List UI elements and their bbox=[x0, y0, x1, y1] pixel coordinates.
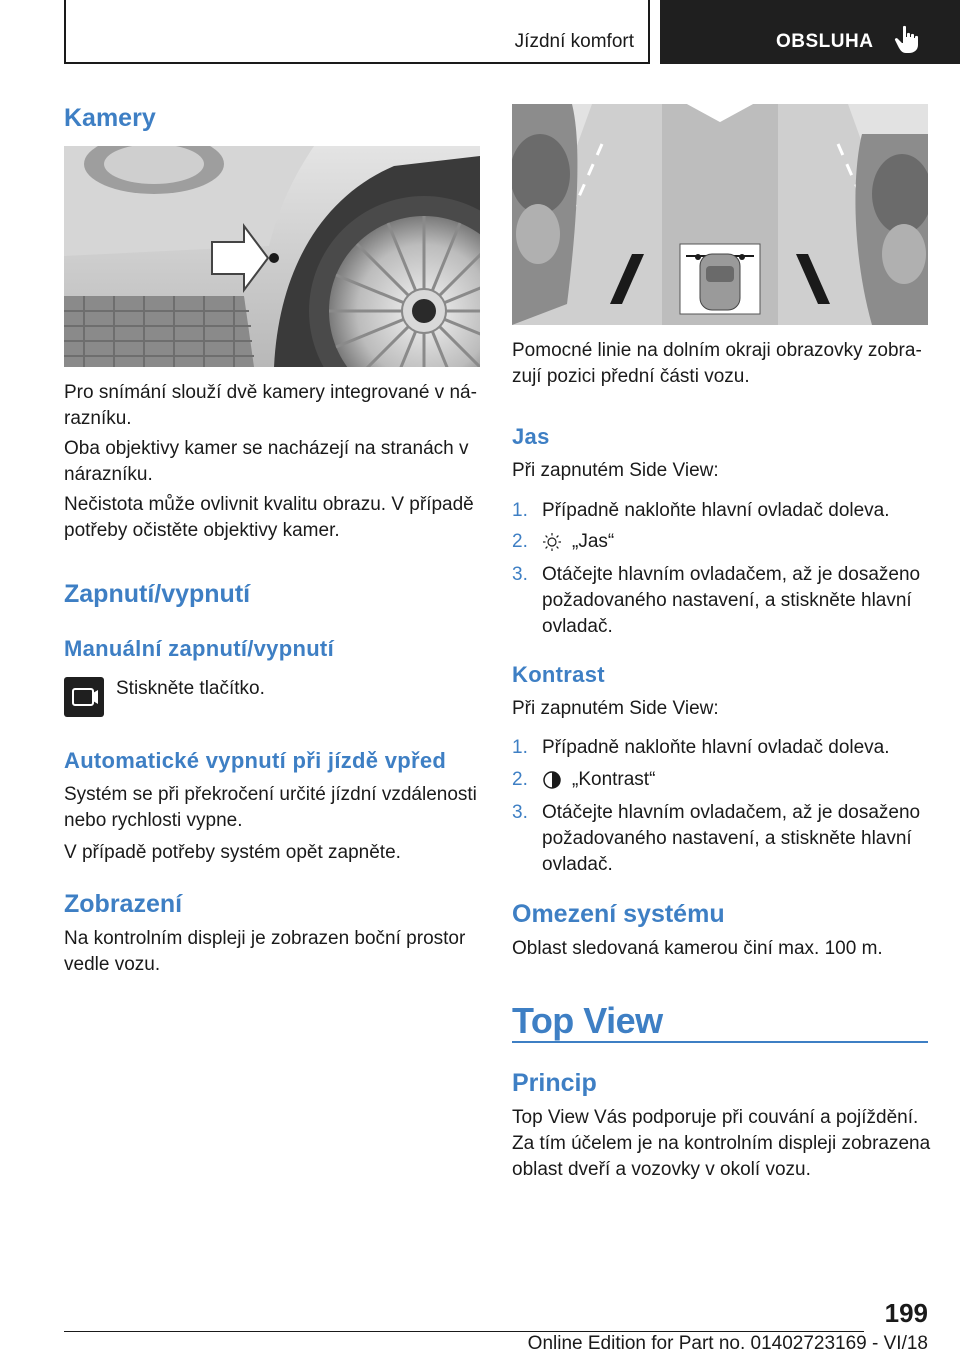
page-number: 199 bbox=[884, 1298, 928, 1328]
step-text: Otáčejte hlavním ovladačem, až je dosaženo požadovaného nastavení, a stiskněte hlavní ovladač. bbox=[542, 802, 921, 875]
step-number: 3. bbox=[512, 564, 528, 585]
step-text: „Jas“ bbox=[572, 531, 615, 552]
side-view-display-image bbox=[512, 104, 928, 325]
step-number: 3. bbox=[512, 802, 528, 823]
cameras-paragraph-1: Pro snímání slouží dvě kamery integrované v nárazníku. bbox=[64, 382, 477, 429]
subsection-title-manual: Manuální zapnutí/vypnutí bbox=[64, 636, 334, 661]
subsection-title-brightness: Jas bbox=[512, 424, 550, 449]
header-section-box bbox=[64, 0, 650, 64]
section-title-on-off: Zapnutí/vypnutí bbox=[64, 580, 251, 608]
step-number: 1. bbox=[512, 500, 528, 521]
step-number: 1. bbox=[512, 737, 528, 758]
section-title-display: Zobrazení bbox=[64, 890, 183, 918]
hand-pointer-icon bbox=[894, 25, 920, 55]
step-number: 2. bbox=[512, 769, 528, 790]
contrast-intro: Při zapnutém Side View: bbox=[512, 698, 719, 719]
cameras-paragraph-2: Oba objektivy kamer se nacházejí na stranách v nárazníku. bbox=[64, 438, 469, 485]
contrast-icon bbox=[542, 770, 562, 790]
header-chapter-title: OBSLUHA bbox=[776, 31, 874, 52]
subsection-title-contrast: Kontrast bbox=[512, 662, 605, 687]
footer-edition: Online Edition for Part no. 01402723169 - VI/18 bbox=[527, 1333, 928, 1354]
section-title-cameras: Kamery bbox=[64, 104, 156, 132]
limits-paragraph: Oblast sledovaná kamerou činí max. 100 m. bbox=[512, 938, 883, 959]
image-caption: Pomocné linie na dolním okraji obrazovky zobrazují pozici přední části vozu. bbox=[512, 340, 922, 387]
auto-off-paragraph-1: Systém se při překročení určité jízdní vzdálenosti nebo rychlosti vypne. bbox=[64, 784, 477, 831]
step-text: Otáčejte hlavním ovladačem, až je dosaženo požadovaného nastavení, a stiskněte hlavní ovladač. bbox=[542, 564, 921, 637]
footer-divider bbox=[64, 1331, 864, 1332]
sun-icon bbox=[542, 532, 562, 552]
chapter-divider bbox=[512, 1041, 928, 1043]
manual-instruction: Stiskněte tlačítko. bbox=[116, 678, 265, 699]
chapter-title-top-view: Top View bbox=[512, 1000, 663, 1041]
camera-location-image bbox=[64, 146, 480, 367]
camera-button-icon bbox=[64, 677, 104, 717]
step-number: 2. bbox=[512, 531, 528, 552]
step-text: „Kontrast“ bbox=[572, 769, 656, 790]
auto-off-paragraph-2: V případě potřeby systém opět zapněte. bbox=[64, 842, 401, 863]
section-title-principle: Princip bbox=[512, 1069, 597, 1097]
header-chapter-box bbox=[660, 0, 960, 64]
subsection-title-auto-off: Automatické vypnutí při jízdě vpřed bbox=[64, 748, 447, 773]
step-text: Případně nakloňte hlavní ovladač doleva. bbox=[542, 500, 890, 521]
brightness-intro: Při zapnutém Side View: bbox=[512, 460, 719, 481]
cameras-paragraph-3: Nečistota může ovlivnit kvalitu obrazu. V případě potřeby očistěte objektivy kamer. bbox=[64, 494, 474, 541]
header-section-title: Jízdní komfort bbox=[514, 31, 634, 52]
principle-paragraph: Top View Vás podporuje při couvání a pojíždění. Za tím účelem je na kontrolním displeji zobrazena oblast dveří a vozovky v okolí vozu. bbox=[512, 1107, 931, 1180]
step-text: Případně nakloňte hlavní ovladač doleva. bbox=[542, 737, 890, 758]
section-title-limits: Omezení systému bbox=[512, 900, 725, 928]
display-paragraph: Na kontrolním displeji je zobrazen boční prostor vedle vozu. bbox=[64, 928, 466, 975]
